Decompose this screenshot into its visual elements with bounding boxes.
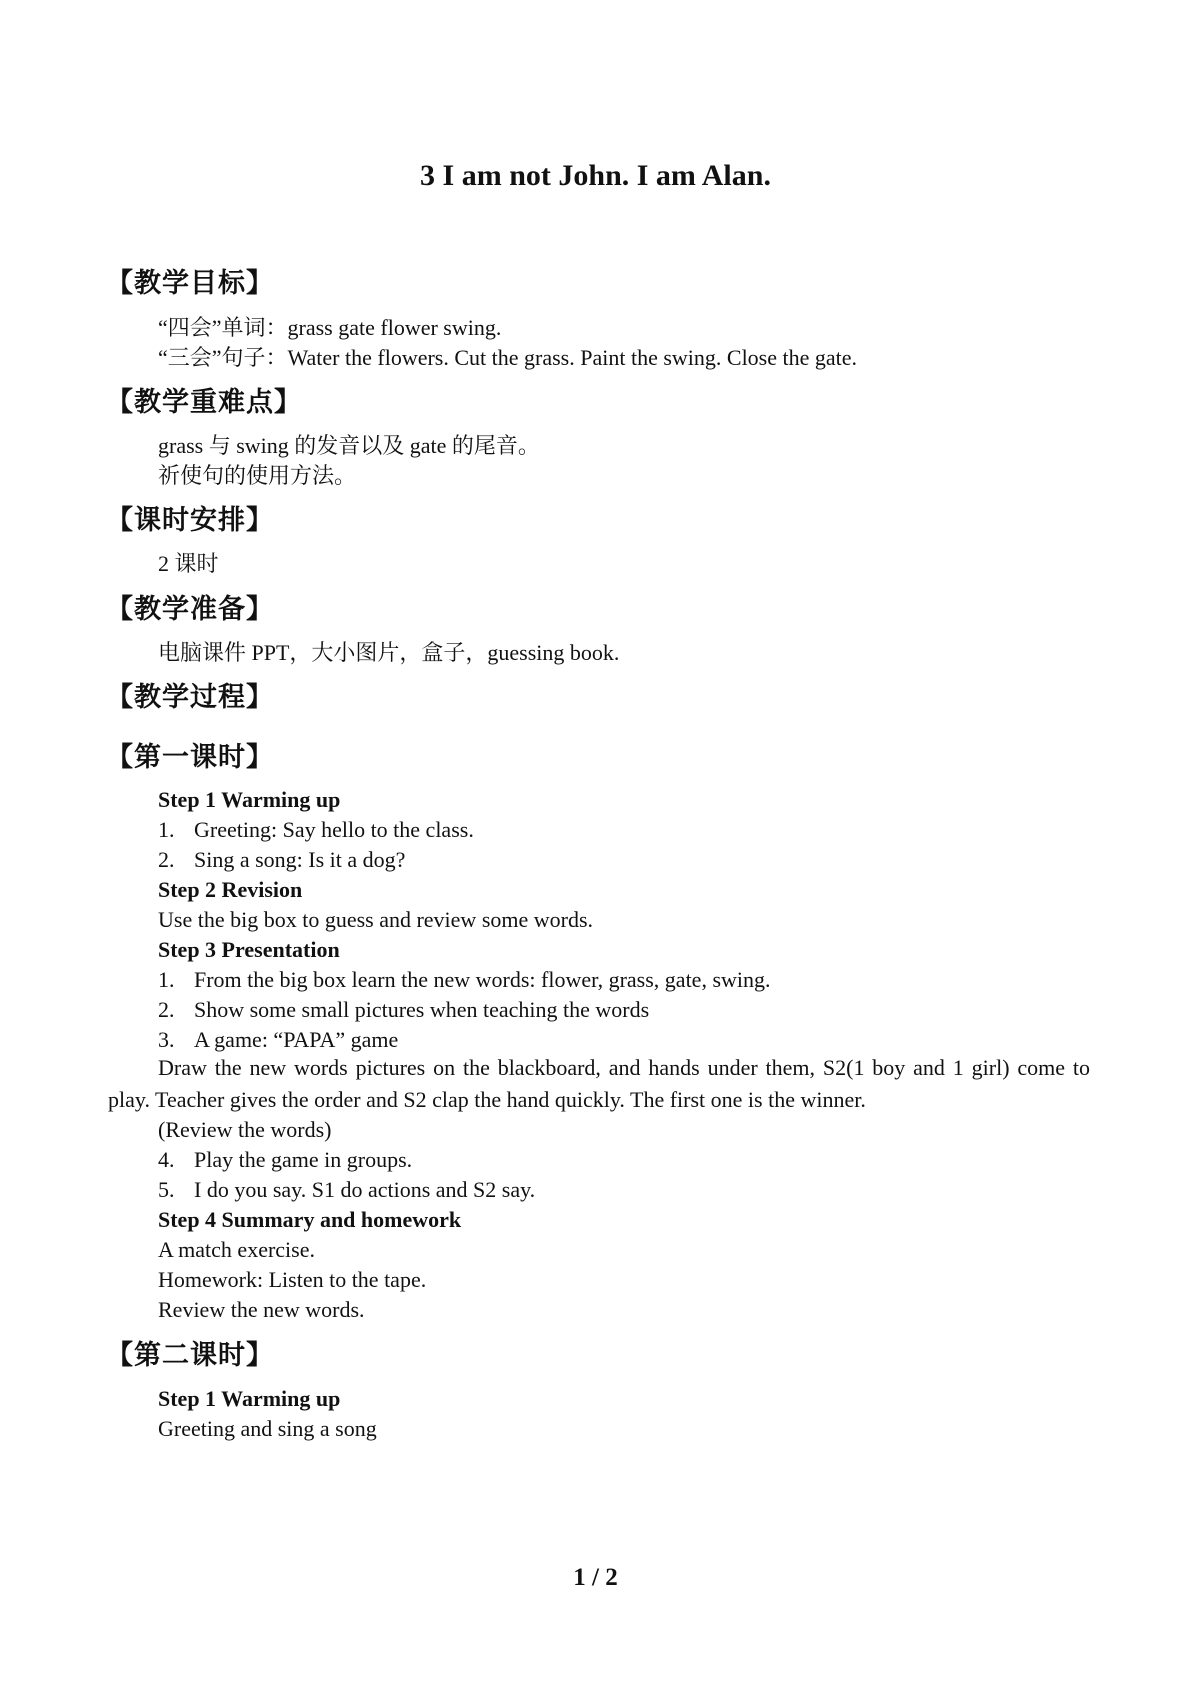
list-item: 4. Play the game in groups. [158, 1147, 413, 1172]
list-item: 2. Sing a song: Is it a dog? [158, 847, 406, 872]
lesson1-step3-title: Step 3 Presentation [158, 937, 340, 962]
heading-teaching-goals: 【教学目标】 [106, 268, 274, 299]
lesson1-step4-line-3: Review the new words. [158, 1297, 365, 1322]
document-title: 3 I am not John. I am Alan. [420, 159, 771, 192]
heading-lesson-2: 【第二课时】 [106, 1340, 274, 1371]
heading-preparation: 【教学准备】 [106, 594, 274, 625]
page-number: 1 / 2 [573, 1564, 618, 1591]
list-item: 5. I do you say. S1 do actions and S2 say. [158, 1177, 536, 1202]
heading-lesson-1: 【第一课时】 [106, 742, 274, 773]
lesson1-step2-text: Use the big box to guess and review some words. [158, 907, 594, 932]
lesson1-step1-title: Step 1 Warming up [158, 787, 341, 812]
lesson1-step4-line-1: A match exercise. [158, 1237, 315, 1262]
lesson1-step3-paragraph: Draw the new words pictures on the blackboard, and hands under them, S2(1 boy and 1 girl) come to play. Teacher gives the order and S2 clap the hand quickly. The first one is the winner. [108, 1055, 1090, 1112]
lesson1-step2-title: Step 2 Revision [158, 877, 303, 902]
goals-line-2: “三会”句子：Water the flowers. Cut the grass. Paint the swing. Close the gate. [158, 345, 858, 370]
list-item: 3. A game: “PAPA” game [158, 1027, 399, 1052]
lesson1-step3-note: (Review the words) [158, 1117, 332, 1142]
prep-line-1: 电脑课件 PPT，大小图片，盒子，guessing book. [158, 640, 620, 665]
keypoints-line-1: grass 与 swing 的发音以及 gate 的尾音。 [158, 433, 540, 458]
lesson1-step4-line-2: Homework: Listen to the tape. [158, 1267, 427, 1292]
heading-schedule: 【课时安排】 [106, 505, 274, 536]
list-item: 1. From the big box learn the new words: flower, grass, gate, swing. [158, 967, 771, 992]
list-item: 2. Show some small pictures when teaching the words [158, 997, 650, 1022]
goals-line-1: “四会”单词：grass gate flower swing. [158, 315, 502, 340]
schedule-line-1: 2 课时 [158, 551, 219, 576]
keypoints-line-2: 祈使句的使用方法。 [158, 463, 357, 488]
lesson1-step4-title: Step 4 Summary and homework [158, 1207, 462, 1232]
list-item: 1. Greeting: Say hello to the class. [158, 817, 474, 842]
heading-process: 【教学过程】 [106, 682, 274, 713]
heading-key-points: 【教学重难点】 [106, 387, 302, 418]
lesson2-step1-title: Step 1 Warming up [158, 1386, 341, 1411]
lesson2-step1-text: Greeting and sing a song [158, 1416, 377, 1441]
